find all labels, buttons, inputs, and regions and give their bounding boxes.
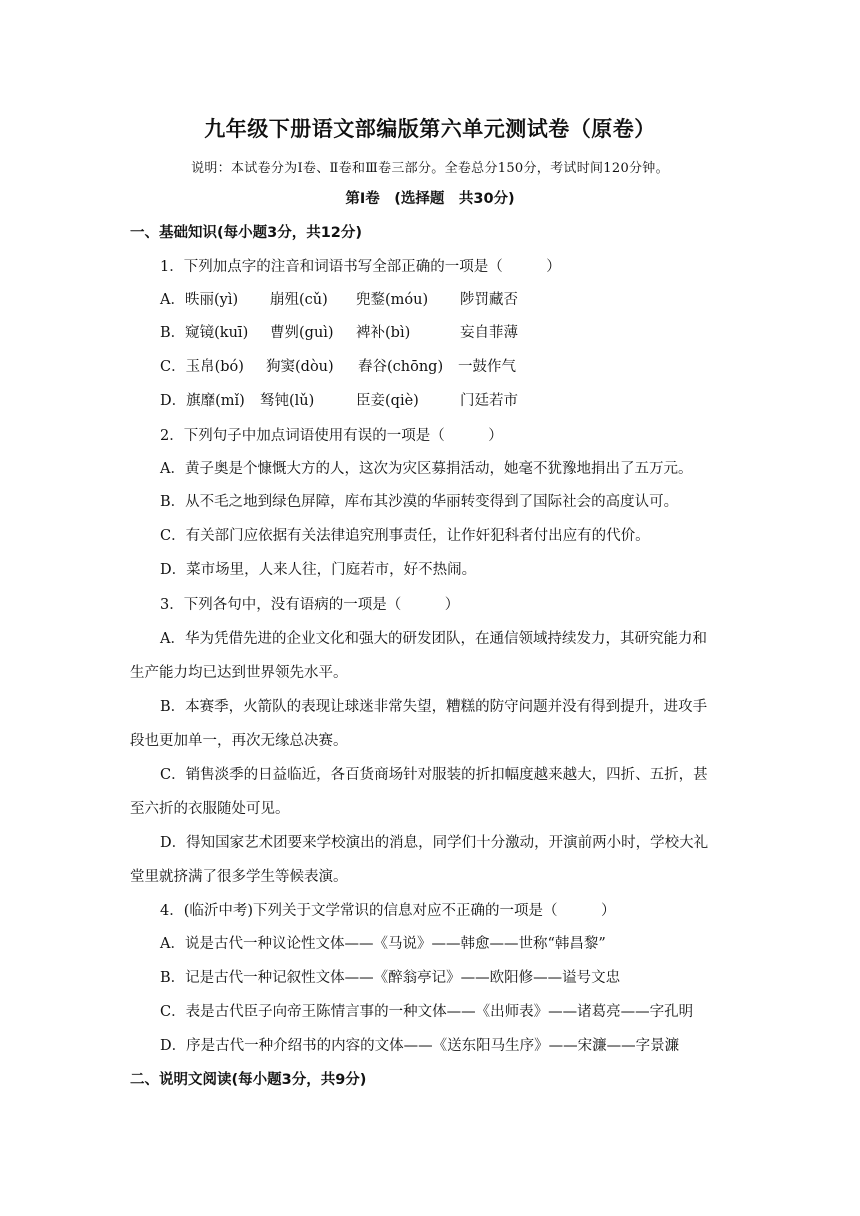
option-d-item-2: 驽钝(lǔ) <box>260 393 315 409</box>
question-2-option-d: D．菜市场里，人来人往，门庭若市，好不热闹。 <box>160 562 477 578</box>
question-1-option-d <box>160 391 518 411</box>
section-heading-basic-knowledge: 一、基础知识(每小题3分，共12分) <box>130 225 363 241</box>
question-4-stem: 4．(临沂中考)下列关于文学常识的信息对应不正确的一项是（ ） <box>160 903 616 919</box>
option-c-item-4: 一鼓作气 <box>458 359 516 375</box>
question-1-option-b <box>160 323 518 343</box>
option-a-item-3: 兜鍪(móu) <box>356 292 429 308</box>
option-c-item-3: 舂谷(chōng) <box>358 359 444 375</box>
question-1-option-c <box>160 357 516 377</box>
exam-instructions: 说明：本试卷分为Ⅰ卷、Ⅱ卷和Ⅲ卷三部分。全卷总分150分，考试时间120分钟。 <box>191 161 669 176</box>
option-b-item-2: 曹刿(guì) <box>270 325 334 341</box>
section-heading-expository-reading: 二、说明文阅读(每小题3分，共9分) <box>130 1072 367 1088</box>
question-2-option-c: C．有关部门应依据有关法律追究刑事责任，让作奸犯科者付出应有的代价。 <box>160 528 650 544</box>
question-4-option-a: A．说是古代一种议论性文体——《马说》——韩愈——世称“韩昌黎” <box>160 936 606 952</box>
option-c-item-1: C．玉帛(bó) <box>160 359 244 375</box>
question-1-option-a <box>160 290 518 310</box>
question-3-option-a-line-1: A．华为凭借先进的企业文化和强大的研发团队，在通信领域持续发力，其研究能力和 <box>160 631 707 647</box>
question-3-option-d-line-1: D．得知国家艺术团要来学校演出的消息，同学们十分激动，开演前两小时，学校大礼 <box>160 835 709 851</box>
question-3-option-b-line-1: B．本赛季，火箭队的表现让球迷非常失望，糟糕的防守问题并没有得到提升，进攻手 <box>160 699 708 715</box>
volume-heading: 第Ⅰ卷 (选择题 共30分) <box>345 191 515 207</box>
question-3-option-c-line-1: C．销售淡季的日益临近，各百货商场针对服装的折扣幅度越来越大，四折、五折，甚 <box>160 767 708 783</box>
question-4-option-c: C．表是古代臣子向帝王陈情言事的一种文体——《出师表》——诸葛亮——字孔明 <box>160 1004 694 1020</box>
question-1-stem: 1．下列加点字的注音和词语书写全部正确的一项是（ ） <box>160 259 561 275</box>
question-4-option-b: B．记是古代一种记叙性文体——《醉翁亭记》——欧阳修——谥号文忠 <box>160 970 621 986</box>
question-4-option-d: D．序是古代一种介绍书的内容的文体——《送东阳马生序》——宋濂——字景濂 <box>160 1038 680 1054</box>
question-3-option-d-line-2: 堂里就挤满了很多学生等候表演。 <box>130 869 348 885</box>
option-b-item-1: B．窥镜(kuī) <box>160 325 249 341</box>
option-d-item-3: 臣妾(qiè) <box>356 393 419 409</box>
question-3-option-b-line-2: 段也更加单一，再次无缘总决赛。 <box>130 733 348 749</box>
option-d-item-1: D．旗靡(mǐ) <box>160 393 245 409</box>
option-a-item-1: A．昳丽(yì) <box>160 292 239 308</box>
question-2-stem: 2．下列句子中加点词语使用有误的一项是（ ） <box>160 428 503 444</box>
option-a-item-2: 崩殂(cǔ) <box>270 292 328 308</box>
question-3-option-c-line-2: 至六折的衣服随处可见。 <box>130 801 290 817</box>
question-2-option-b: B．从不毛之地到绿色屏障，库布其沙漠的华丽转变得到了国际社会的高度认可。 <box>160 494 679 510</box>
option-b-item-4: 妄自菲薄 <box>460 325 518 341</box>
question-3-option-a-line-2: 生产能力均已达到世界领先水平。 <box>130 665 348 681</box>
option-d-item-4: 门廷若市 <box>460 393 518 409</box>
option-a-item-4: 陟罚藏否 <box>460 292 518 308</box>
option-c-item-2: 狗窦(dòu) <box>266 359 334 375</box>
question-2-option-a: A．黄子奥是个慷慨大方的人，这次为灾区募捐活动，她毫不犹豫地捐出了五万元。 <box>160 461 693 477</box>
page-title: 九年级下册语文部编版第六单元测试卷（原卷） <box>204 117 656 141</box>
question-3-stem: 3．下列各句中，没有语病的一项是（ ） <box>160 597 460 613</box>
option-b-item-3: 裨补(bì) <box>356 325 411 341</box>
